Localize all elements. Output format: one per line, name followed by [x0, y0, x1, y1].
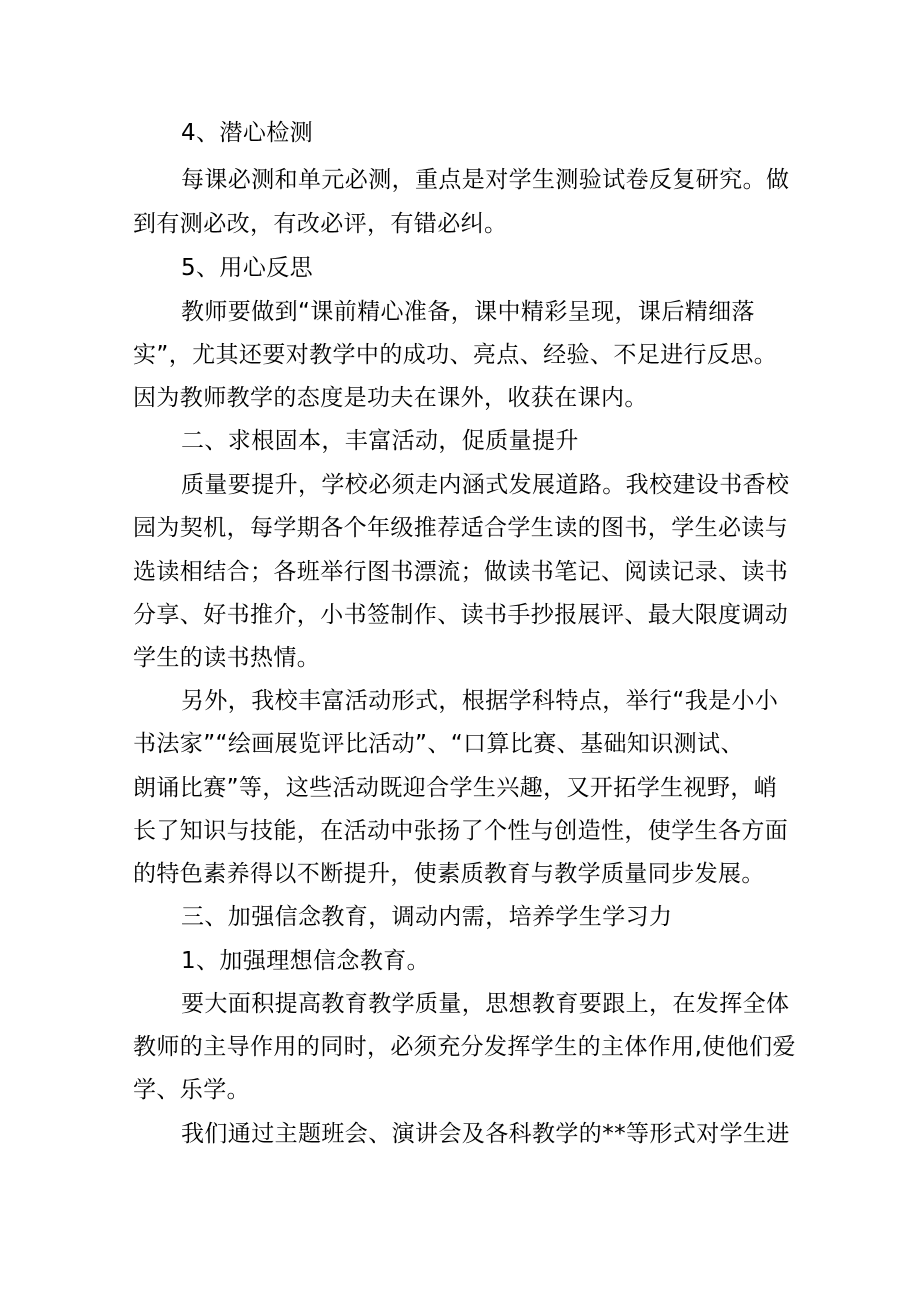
paragraph-line: 到有测必改，有改必评，有错必纠。: [133, 211, 508, 237]
section-heading-2: 二、求根固本，丰富活动，促质量提升: [181, 428, 579, 454]
paragraph-line: 选读相结合；各班举行图书漂流；做读书笔记、阅读记录、读书: [133, 559, 789, 585]
paragraph-line: 每课必测和单元必测，重点是对学生测验试卷反复研究。做: [181, 167, 790, 193]
paragraph-line: 园为契机，每学期各个年级推荐适合学生读的图书，学生必读与: [133, 515, 789, 541]
paragraph-line: 的特色素养得以不断提升，使素质教育与教学质量同步发展。: [133, 861, 765, 887]
heading-5: 5、用心反思: [181, 255, 314, 281]
paragraph-line: 我们通过主题班会、演讲会及各科教学的**等形式对学生进: [181, 1121, 790, 1147]
paragraph-line: 长了知识与技能，在活动中张扬了个性与创造性，使学生各方面: [133, 818, 789, 844]
paragraph-line: 教师的主导作用的同时，必须充分发挥学生的主体作用,使他们爱: [133, 1034, 796, 1060]
section-heading-3: 三、加强信念教育，调动内需，培养学生学习力: [181, 904, 673, 930]
paragraph-line: 另外，我校丰富活动形式，根据学科特点，举行“我是小小: [181, 688, 779, 714]
paragraph-line: 要大面积提高教育教学质量，思想教育要跟上，在发挥全体: [181, 991, 790, 1017]
paragraph-line: 学、乐学。: [133, 1077, 250, 1103]
paragraph-line: 书法家”“绘画展览评比活动”、“口算比赛、基础知识测试、: [133, 731, 744, 757]
paragraph-line: 质量要提升，学校必须走内涵式发展道路。我校建设书香校: [181, 472, 790, 498]
paragraph-line: 学生的读书热情。: [133, 645, 321, 671]
paragraph-line: 朗诵比赛”等，这些活动既迎合学生兴趣，又开拓学生视野，峭: [133, 775, 778, 801]
subheading-1: 1、加强理想信念教育。: [181, 948, 431, 974]
paragraph-line: 因为教师教学的态度是功夫在课外，收获在课内。: [133, 385, 648, 411]
paragraph-line: 教师要做到“课前精心准备，课中精彩呈现，课后精细落: [181, 299, 755, 325]
paragraph-line: 实”，尤其还要对教学中的成功、亮点、经验、不足进行反思。: [133, 342, 778, 368]
heading-4: 4、潜心检测: [181, 120, 314, 146]
paragraph-line: 分享、好书推介，小书签制作、读书手抄报展评、最大限度调动: [133, 602, 789, 628]
